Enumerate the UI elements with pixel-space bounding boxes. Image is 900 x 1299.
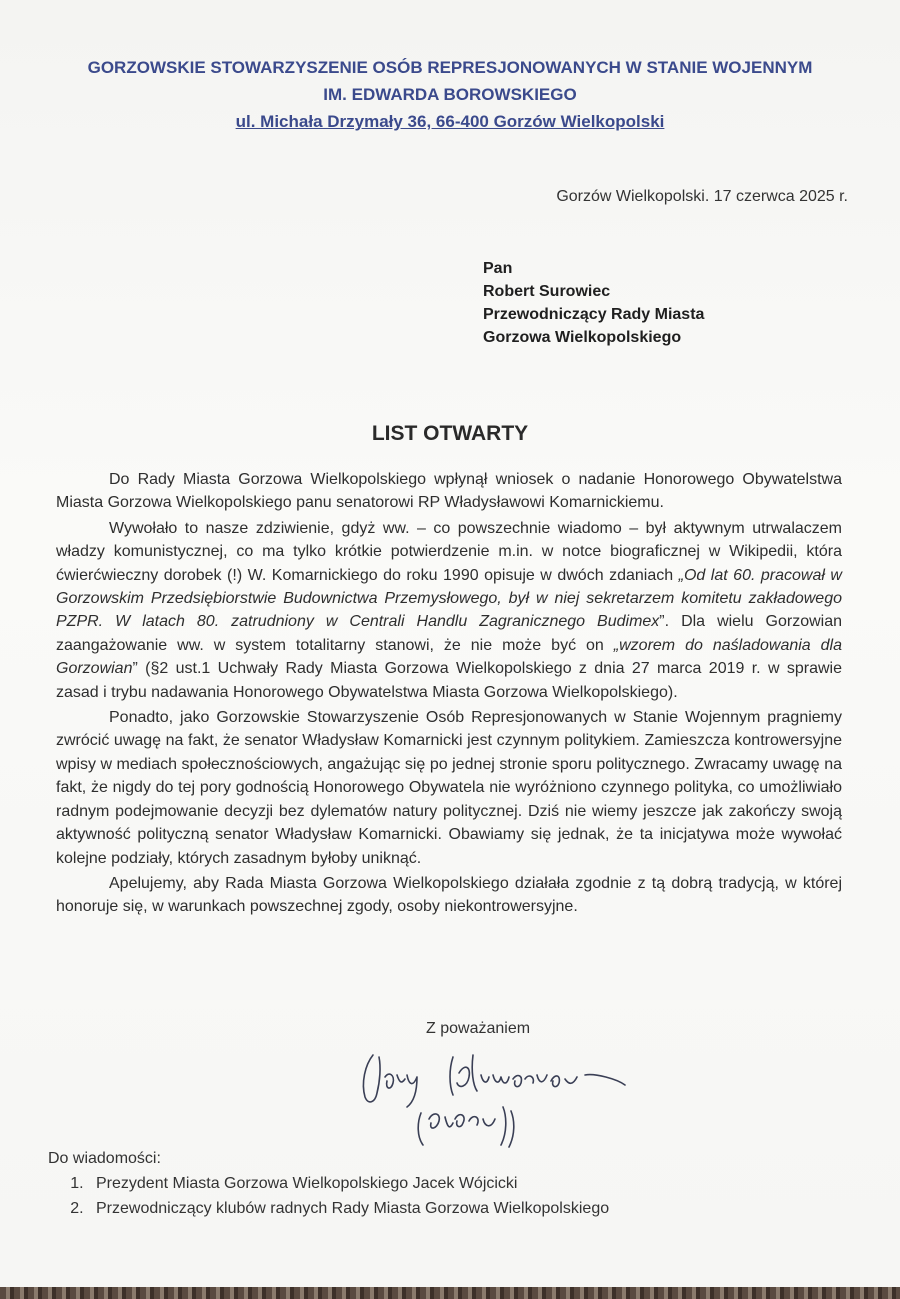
recipient-role-line2: Gorzowa Wielkopolskiego — [483, 329, 682, 346]
closing-phrase: Z poważaniem — [426, 1020, 531, 1037]
paragraph-2-quote-resolution: „wzorem do naśladowania dla Gorzowian — [56, 636, 843, 678]
letter-date: Gorzów Wielkopolski. 17 czerwca 2025 r. — [556, 188, 848, 205]
letter-body — [56, 468, 842, 921]
cc-item: 1. Prezydent Miasta Gorzowa Wielkopolskiego Jacek Wójcicki — [88, 1171, 609, 1196]
letterhead — [0, 54, 900, 135]
handwritten-signature — [355, 1045, 655, 1155]
letter-title: LIST OTWARTY — [371, 422, 529, 445]
cc-item: 2. Przewodniczący klubów radnych Rady Miasta Gorzowa Wielkopolskiego — [88, 1196, 609, 1221]
cc-list — [48, 1171, 609, 1221]
paragraph-2-part-e: ” (§2 ust.1 Uchwały Rady Miasta Gorzowa Wielkopolskiego z dnia 27 marca 2019 r. w sprawie zasad i trybu nadawania Honorowego Obywatelstwa Miasta Gorzowa Wielkopolskiego). — [56, 660, 842, 701]
recipient-name: Robert Surowiec — [483, 283, 611, 300]
paragraph-2-quote-wikipedia: „Od lat 60. pracował w Gorzowskim Przedsiębiorstwie Budownictwa Przemysłowego, był w niej sekretarzem komitetu zakładowego PZPR. W latach 80. zatrudniony w Centrali Handlu Zagranicznego Budimex — [56, 566, 842, 631]
recipient-role-line1: Przewodniczący Rady Miasta — [483, 306, 705, 323]
paragraph-3: Ponadto, jako Gorzowskie Stowarzyszenie Osób Represjonowanych w Stanie Wojennym pragniemy zwrócić uwagę na fakt, że senator Władysław Komarnicki jest czynnym politykiem. Zamieszcza kontrowersyjne wpisy w mediach społecznościowych, angażując się po jednej stronie sporu politycznego. Zwracamy uwagę na fakt, że nigdy do tej pory godnością Honorowego Obywatela nie wyróżniono czynnego polityka, co umożliwiało radnym podejmowanie decyzji bez dylematów natury politycznej. Dziś nie wiemy jeszcze jak zakończy swoją aktywność polityczną senator Władysław Komarnicki. Obawiamy się jednak, że ta inicjatywa może wywołać kolejne podziały, których zasadnym byłoby uniknąć. — [56, 709, 842, 867]
paragraph-2-part-c: ”. Dla wielu Gorzowian zaangażowanie ww. w system totalitarny stanowi, że nie może być on — [56, 613, 842, 654]
organization-patron: IM. EDWARDA BOROWSKIEGO — [323, 85, 577, 104]
organization-address: ul. Michała Drzymały 36, 66-400 Gorzów Wielkopolski — [235, 112, 665, 131]
cc-heading: Do wiadomości: — [48, 1150, 161, 1167]
paragraph-1: Do Rady Miasta Gorzowa Wielkopolskiego wpłynął wniosek o nadanie Honorowego Obywatelstwa Miasta Gorzowa Wielkopolskiego panu senatorowi RP Władysławowi Komarnickiemu. — [56, 471, 842, 512]
recipient-block — [483, 257, 704, 349]
paragraph-2 — [56, 517, 842, 704]
recipient-salutation: Pan — [483, 260, 513, 277]
paragraph-4: Apelujemy, aby Rada Miasta Gorzowa Wielkopolskiego działała zgodnie z tą dobrą tradycją, w której honoruje się, w warunkach powszechnej zgody, osoby niekontrowersyjne. — [56, 874, 842, 916]
cc-block — [48, 1146, 609, 1221]
bottom-edge — [0, 1287, 900, 1299]
organization-name: GORZOWSKIE STOWARZYSZENIE OSÓB REPRESJONOWANYCH W STANIE WOJENNYM — [87, 58, 813, 77]
paragraph-2-part-a: Wywołało to nasze zdziwienie, gdyż ww. – co powszechnie wiadomo – był aktywnym utrwalaczem władzy komunistycznej, co ma tylko krótkie potwierdzenie m.in. w notce biograficznej w Wikipedii, która ćwierćwieczny dorobek (!) W. Komarnickiego do roku 1990 opisuje w dwóch zdaniach — [56, 519, 842, 584]
